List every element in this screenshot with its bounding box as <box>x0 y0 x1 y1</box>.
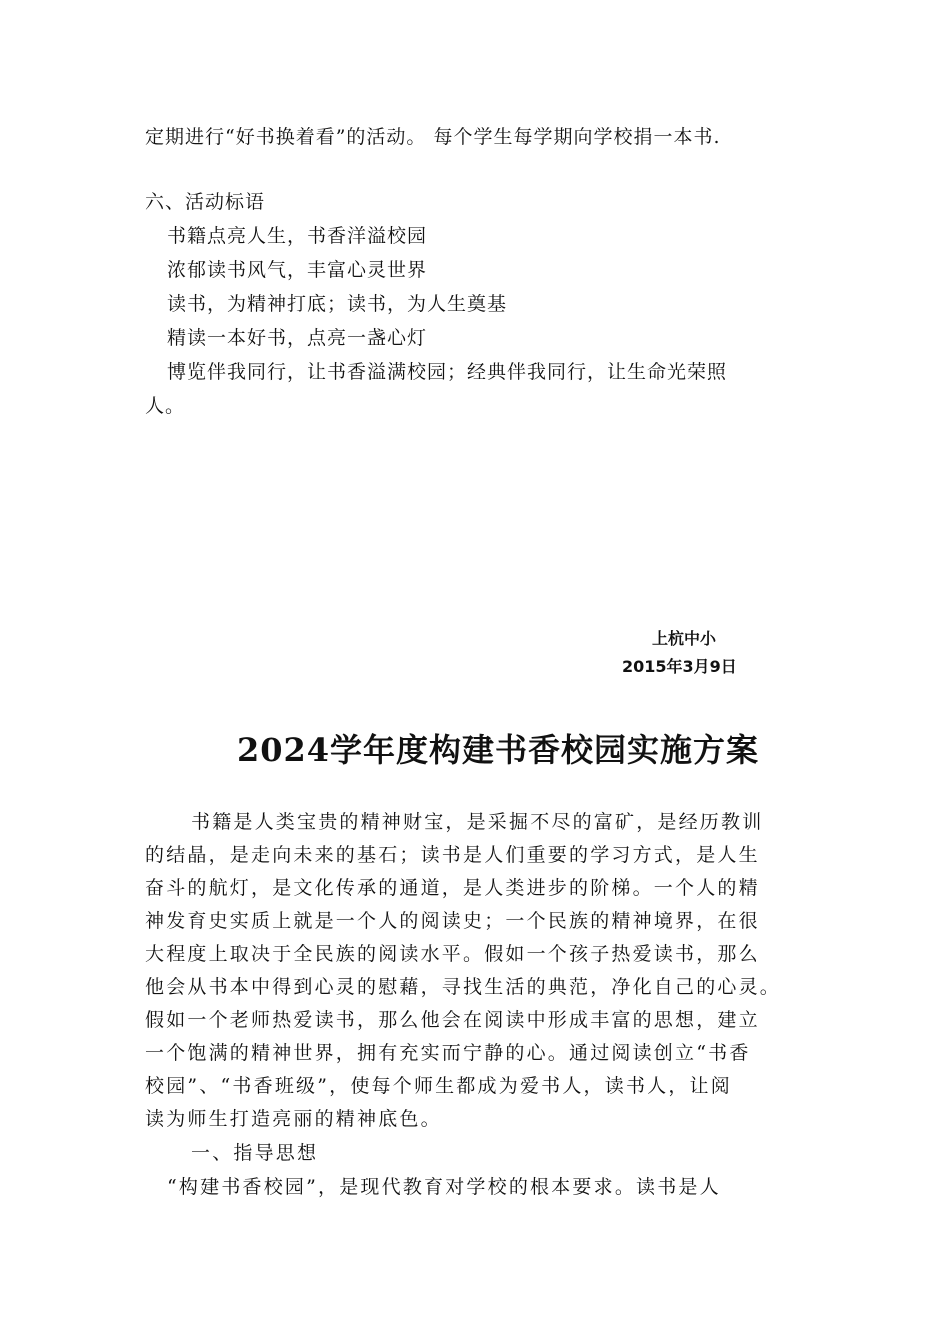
section-body-line: “构建书香校园”，是现代教育对学校的根本要求。读书是人 <box>167 1176 721 1198</box>
slogan-line: 浓郁读书风气，丰富心灵世界 <box>167 259 428 281</box>
slogan-wrap-line: 人。 <box>145 395 186 417</box>
intro-paragraph-line: 的结晶，是走向未来的基石；读书是人们重要的学习方式，是人生 <box>145 844 760 866</box>
activity-text-line: 定期进行“好书换着看”的活动。 每个学生每学期向学校捐一本书. <box>145 126 721 148</box>
intro-paragraph-line: 奋斗的航灯，是文化传承的通道，是人类进步的阶梯。一个人的精 <box>145 877 760 899</box>
section-heading-guiding-ideology: 一、指导思想 <box>191 1142 319 1164</box>
slogan-line: 书籍点亮人生，书香洋溢校园 <box>167 225 428 247</box>
intro-paragraph-line: 读为师生打造亮丽的精神底色。 <box>145 1108 442 1130</box>
intro-paragraph-line: 他会从书本中得到心灵的慰藉，寻找生活的典范，净化自己的心灵。 <box>145 976 782 998</box>
signature-org: 上杭中小 <box>652 629 717 648</box>
intro-paragraph-line: 书籍是人类宝贵的精神财宝，是采掘不尽的富矿，是经历教训 <box>191 811 764 833</box>
document-title: 2024学年度构建书香校园实施方案 <box>236 731 760 769</box>
slogan-line: 博览伴我同行，让书香溢满校园；经典伴我同行，让生命光荣照 <box>167 361 728 383</box>
slogan-line: 读书，为精神打底；读书，为人生奠基 <box>167 293 508 315</box>
intro-paragraph-line: 校园”、“书香班级”，使每个师生都成为爱书人，读书人，让阅 <box>145 1075 732 1097</box>
intro-paragraph-line: 神发育史实质上就是一个人的阅读史；一个民族的精神境界，在很 <box>145 910 760 932</box>
intro-paragraph-line: 大程度上取决于全民族的阅读水平。假如一个孩子热爱读书，那么 <box>145 943 760 965</box>
slogan-line: 精读一本好书，点亮一盏心灯 <box>167 327 428 349</box>
signature-date: 2015年3月9日 <box>622 657 737 676</box>
intro-paragraph-line: 假如一个老师热爱读书，那么他会在阅读中形成丰富的思想，建立 <box>145 1009 760 1031</box>
intro-paragraph-line: 一个饱满的精神世界，拥有充实而宁静的心。通过阅读创立“书香 <box>145 1042 751 1064</box>
section-heading-slogans: 六、活动标语 <box>145 191 266 213</box>
